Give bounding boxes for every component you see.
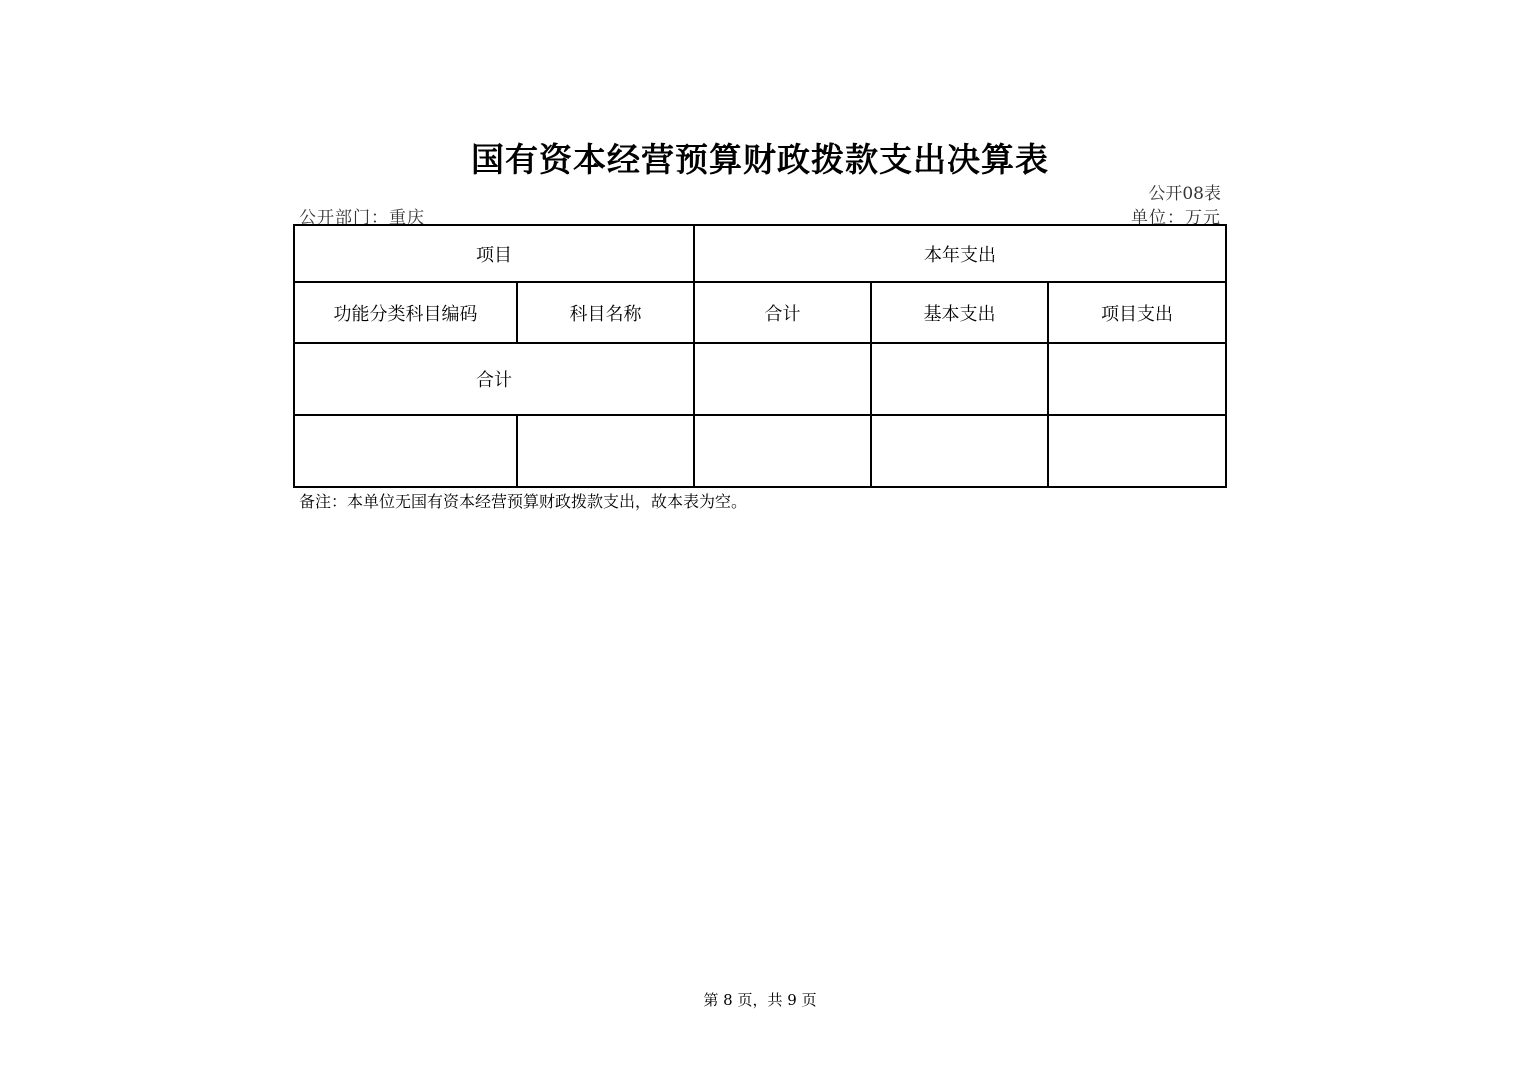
page-footer: 第 8 页，共 9 页 <box>703 991 817 1009</box>
total-project-expense-cell <box>1048 343 1226 415</box>
header-total: 合计 <box>694 282 871 343</box>
header-function-code: 功能分类科目编码 <box>294 282 517 343</box>
function-code-cell <box>294 415 517 487</box>
total-row <box>294 343 1226 415</box>
row-basic-expense-cell <box>871 415 1048 487</box>
header-subject-name: 科目名称 <box>517 282 694 343</box>
table-note: 备注：本单位无国有资本经营预算财政拨款支出，故本表为空。 <box>299 492 748 511</box>
table-row <box>294 415 1226 487</box>
total-label: 合计 <box>294 343 694 415</box>
page-title: 国有资本经营预算财政拨款支出决算表 <box>471 140 1049 179</box>
header-row-1 <box>294 225 1226 282</box>
row-project-expense-cell <box>1048 415 1226 487</box>
header-basic-expense: 基本支出 <box>871 282 1048 343</box>
total-basic-expense-cell <box>871 343 1048 415</box>
subject-name-cell <box>517 415 694 487</box>
form-number: 公开08表 <box>1148 184 1221 204</box>
header-project: 项目 <box>294 225 694 282</box>
expense-table <box>293 224 1227 488</box>
header-current-year-expense: 本年支出 <box>694 225 1226 282</box>
row-total-cell <box>694 415 871 487</box>
total-cell <box>694 343 871 415</box>
department-label: 公开部门：重庆 <box>299 208 425 228</box>
header-row-2 <box>294 282 1226 343</box>
header-project-expense: 项目支出 <box>1048 282 1226 343</box>
unit-label: 单位：万元 <box>1131 208 1221 228</box>
